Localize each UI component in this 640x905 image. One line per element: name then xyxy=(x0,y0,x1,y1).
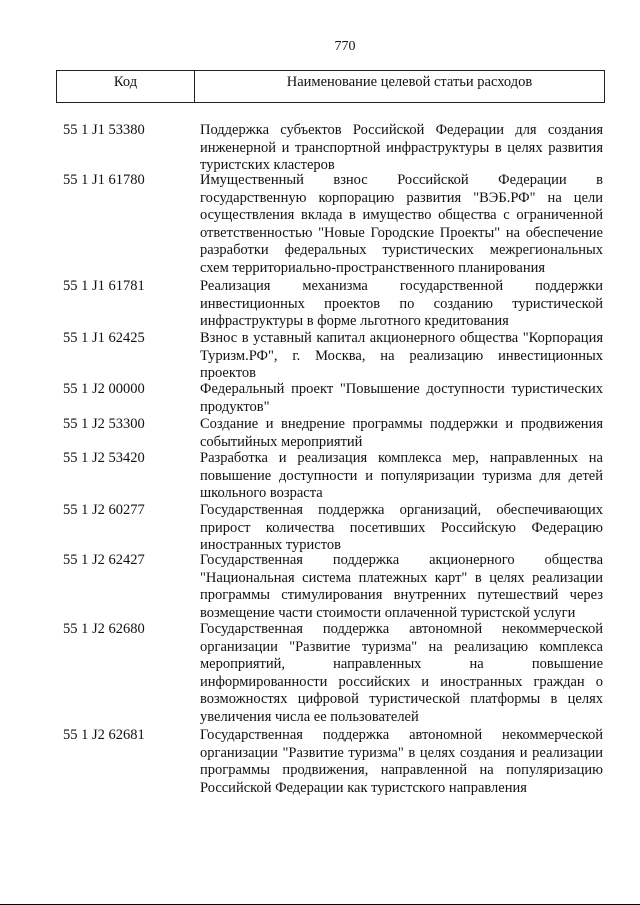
description-line: информированности российских и иностранных граждан о xyxy=(200,673,603,690)
row-description xyxy=(200,381,603,416)
description-line: Туризм.РФ", г. Москва, на реализацию инвестиционных xyxy=(200,347,603,364)
description-line: Реализация механизма государственной поддержки xyxy=(200,278,603,294)
row-description xyxy=(200,416,603,451)
description-line: инвестиционных проектов по созданию туристической xyxy=(200,295,603,312)
description-line: осуществления вклада в имущество общества с ограниченной xyxy=(200,207,603,223)
description-line: ответственностью "Новые Городские Проекты" на обеспечение xyxy=(200,224,603,241)
description-line: Поддержка субъектов Российской Федерации для создания xyxy=(200,122,603,138)
row-code: 55 1 J2 00000 xyxy=(63,381,145,397)
description-line: инфраструктуры в форме льготного кредитования xyxy=(200,313,509,329)
description-line: повышение доступности и популяризации туризма для детей xyxy=(200,467,603,484)
description-line: разработки федеральных туристических межрегиональных xyxy=(200,242,603,258)
description-line: проектов xyxy=(200,365,256,381)
description-line: Имущественный взнос Российской Федерации в xyxy=(200,172,603,188)
description-line: Государственная поддержка акционерного общества xyxy=(200,552,603,568)
description-line: увеличения числа ее пользователей xyxy=(200,708,419,725)
description-line: Разработка и реализация комплекса мер, направленных на xyxy=(200,450,603,466)
row-code: 55 1 J2 62427 xyxy=(63,552,145,568)
description-line: прирост количества посетивших Российскую Федерацию xyxy=(200,519,603,536)
description-line: школьного возраста xyxy=(200,485,323,501)
row-description xyxy=(200,727,603,797)
description-line: Создание и внедрение программы поддержки и продвижения xyxy=(200,416,603,432)
row-code: 55 1 J2 62680 xyxy=(63,621,145,637)
description-line: Федеральный проект "Повышение доступности туристических xyxy=(200,381,603,397)
description-line: иностранных туристов xyxy=(200,537,341,553)
row-code: 55 1 J1 61780 xyxy=(63,172,145,188)
row-description xyxy=(200,172,603,277)
description-line: схем территориально-пространственного планирования xyxy=(200,259,546,276)
description-line: Государственная поддержка организаций, обеспечивающих xyxy=(200,502,603,518)
description-line: возможностях цифровой туристической платформы в целях xyxy=(200,691,603,707)
description-line: программы стимулирования внутренних путешествий через xyxy=(200,587,603,603)
row-code: 55 1 J1 53380 xyxy=(63,122,145,138)
row-code: 55 1 J2 53420 xyxy=(63,450,145,466)
description-line: Российской Федерации как туристского направления xyxy=(200,779,527,796)
description-line: туристских кластеров xyxy=(200,157,335,173)
row-code: 55 1 J1 61781 xyxy=(63,278,145,294)
row-description xyxy=(200,122,603,175)
header-code: Код xyxy=(57,71,195,102)
description-line: продуктов" xyxy=(200,398,270,415)
row-code: 55 1 J2 62681 xyxy=(63,727,145,743)
row-code: 55 1 J1 62425 xyxy=(63,330,145,346)
description-line: мероприятий, направленных на повышение xyxy=(200,656,603,672)
description-line: возмещение части стоимости оплаченной туристской услуги xyxy=(200,604,576,621)
row-code: 55 1 J2 53300 xyxy=(63,416,145,432)
page-number: 770 xyxy=(334,39,356,54)
row-description xyxy=(200,552,603,622)
description-line: государственную корпорацию развития "ВЭБ.РФ" на цели xyxy=(200,189,603,206)
description-line: событийных мероприятий xyxy=(200,433,363,450)
row-description xyxy=(200,330,603,383)
description-line: Взнос в уставный капитал акционерного общества "Корпорация xyxy=(200,330,603,346)
row-description xyxy=(200,278,603,331)
row-description xyxy=(200,450,603,503)
description-line: Государственная поддержка автономной некоммерческой xyxy=(200,621,603,637)
row-description xyxy=(200,621,603,726)
row-description xyxy=(200,502,603,555)
description-line: Государственная поддержка автономной некоммерческой xyxy=(200,727,603,743)
description-line: программы продвижения, направленной на популяризацию xyxy=(200,762,603,778)
description-line: "Национальная система платежных карт" в целях реализации xyxy=(200,569,603,586)
description-line: организации "Развитие туризма" в целях создания и реализации xyxy=(200,744,603,761)
description-line: организации "Развитие туризма" на реализацию комплекса xyxy=(200,638,603,655)
row-code: 55 1 J2 60277 xyxy=(63,502,145,518)
header-name: Наименование целевой статьи расходов xyxy=(286,74,533,90)
description-line: инженерной и транспортной инфраструктуры в целях развития xyxy=(200,139,603,156)
